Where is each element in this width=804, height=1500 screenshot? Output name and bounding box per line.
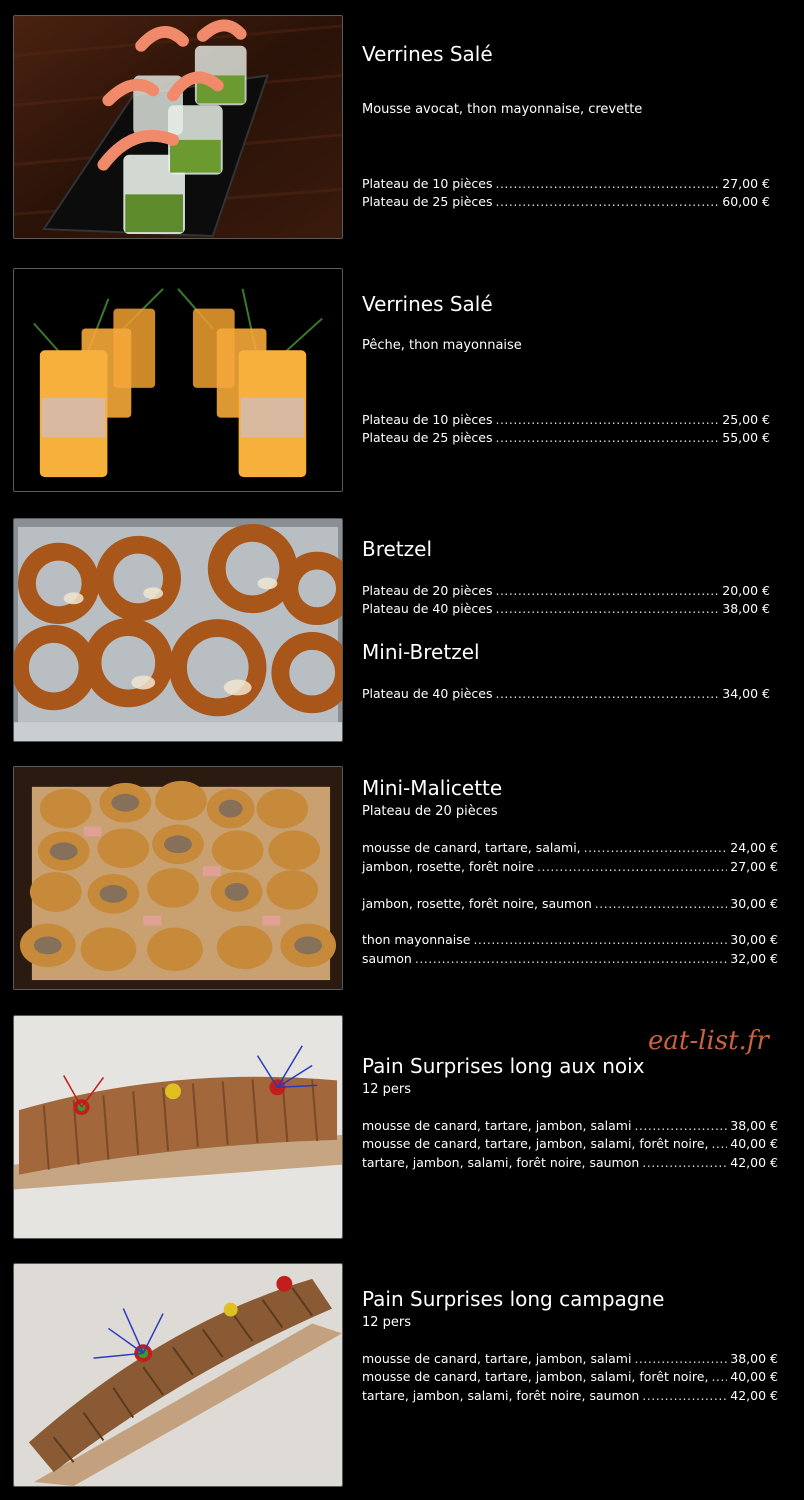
item-description: Plateau de 20 pièces bbox=[362, 804, 498, 819]
price-row-value: 40,00 € bbox=[730, 1369, 778, 1384]
price-row bbox=[362, 839, 778, 857]
verrines-peach-photo bbox=[13, 268, 343, 492]
price-row bbox=[362, 582, 770, 600]
price-row-value: 32,00 € bbox=[730, 951, 778, 966]
price-row-value: 34,00 € bbox=[722, 686, 770, 701]
price-row-label: Plateau de 40 pièces bbox=[362, 686, 493, 701]
price-row bbox=[362, 950, 778, 968]
leader-dots bbox=[495, 582, 719, 600]
price-row bbox=[362, 858, 778, 876]
item-title: Verrines Salé bbox=[362, 42, 493, 66]
price-row bbox=[362, 1117, 778, 1135]
leader-dots bbox=[537, 858, 727, 876]
price-row bbox=[362, 193, 770, 211]
price-row bbox=[362, 931, 778, 949]
item-description: 12 pers bbox=[362, 1315, 412, 1330]
leader-dots bbox=[495, 193, 719, 211]
price-row-value: 30,00 € bbox=[730, 896, 778, 911]
verrines-shrimp-photo bbox=[13, 15, 343, 239]
price-row bbox=[362, 429, 770, 447]
price-row-label: mousse de canard, tartare, jambon, salami, forêt noire, bbox=[362, 1136, 709, 1151]
price-row-label: mousse de canard, tartare, jambon, salami bbox=[362, 1118, 632, 1133]
price-row-value: 27,00 € bbox=[722, 176, 770, 191]
leader-dots bbox=[642, 1154, 727, 1172]
price-row-label: mousse de canard, tartare, salami, bbox=[362, 840, 581, 855]
price-row-value: 38,00 € bbox=[730, 1351, 778, 1366]
item-description: Mousse avocat, thon mayonnaise, crevette bbox=[362, 102, 643, 117]
price-row-label: Plateau de 10 pièces bbox=[362, 176, 493, 191]
price-row-value: 27,00 € bbox=[730, 859, 778, 874]
price-row bbox=[362, 1387, 778, 1405]
item-title: Mini-Malicette bbox=[362, 776, 503, 800]
leader-dots bbox=[634, 1350, 727, 1368]
item-description: 12 pers bbox=[362, 1082, 412, 1097]
price-row-value: 38,00 € bbox=[722, 601, 770, 616]
price-row-label: mousse de canard, tartare, jambon, salami, forêt noire, bbox=[362, 1369, 709, 1384]
price-row-value: 42,00 € bbox=[730, 1155, 778, 1170]
price-row-value: 38,00 € bbox=[730, 1118, 778, 1133]
leader-dots bbox=[495, 175, 719, 193]
leader-dots bbox=[584, 839, 728, 857]
price-row-value: 60,00 € bbox=[722, 194, 770, 209]
leader-dots bbox=[473, 931, 727, 949]
price-row bbox=[362, 600, 770, 618]
price-row-value: 42,00 € bbox=[730, 1388, 778, 1403]
leader-dots bbox=[642, 1387, 727, 1405]
item-title: Bretzel bbox=[362, 537, 433, 561]
price-row-label: tartare, jambon, salami, forêt noire, saumon bbox=[362, 1155, 640, 1170]
leader-dots bbox=[495, 685, 719, 703]
leader-dots bbox=[495, 600, 719, 618]
item-description: Pêche, thon mayonnaise bbox=[362, 338, 522, 353]
bretzel-photo bbox=[13, 518, 343, 742]
price-row bbox=[362, 685, 770, 703]
price-row-value: 25,00 € bbox=[722, 412, 770, 427]
price-row-value: 55,00 € bbox=[722, 430, 770, 445]
price-row bbox=[362, 1135, 778, 1153]
leader-dots bbox=[595, 895, 728, 913]
price-row-label: thon mayonnaise bbox=[362, 932, 471, 947]
price-row bbox=[362, 175, 770, 193]
item-subtitle: Mini-Bretzel bbox=[362, 640, 480, 664]
price-row-label: Plateau de 10 pièces bbox=[362, 412, 493, 427]
leader-dots bbox=[711, 1368, 727, 1386]
pain-surprise-campagne-photo bbox=[13, 1263, 343, 1487]
price-row-label: Plateau de 40 pièces bbox=[362, 601, 493, 616]
price-row-label: jambon, rosette, forêt noire bbox=[362, 859, 534, 874]
price-row-label: tartare, jambon, salami, forêt noire, saumon bbox=[362, 1388, 640, 1403]
pain-surprise-noix-photo bbox=[13, 1015, 343, 1239]
leader-dots bbox=[415, 950, 727, 968]
price-row bbox=[362, 895, 778, 913]
leader-dots bbox=[634, 1117, 727, 1135]
price-row-label: Plateau de 25 pièces bbox=[362, 194, 493, 209]
item-title: Verrines Salé bbox=[362, 292, 493, 316]
price-row-label: mousse de canard, tartare, jambon, salami bbox=[362, 1351, 632, 1366]
price-row-label: saumon bbox=[362, 951, 412, 966]
watermark-text: eat-list.fr bbox=[648, 1026, 769, 1056]
price-row bbox=[362, 1350, 778, 1368]
leader-dots bbox=[495, 411, 719, 429]
mini-malicette-photo bbox=[13, 766, 343, 990]
price-row-label: jambon, rosette, forêt noire, saumon bbox=[362, 896, 592, 911]
price-row-value: 40,00 € bbox=[730, 1136, 778, 1151]
price-row bbox=[362, 1368, 778, 1386]
price-row-value: 20,00 € bbox=[722, 583, 770, 598]
item-title: Pain Surprises long campagne bbox=[362, 1287, 665, 1311]
leader-dots bbox=[711, 1135, 727, 1153]
price-row-value: 24,00 € bbox=[730, 840, 778, 855]
price-row-label: Plateau de 20 pièces bbox=[362, 583, 493, 598]
leader-dots bbox=[495, 429, 719, 447]
item-title: Pain Surprises long aux noix bbox=[362, 1054, 645, 1078]
price-row-label: Plateau de 25 pièces bbox=[362, 430, 493, 445]
price-row bbox=[362, 411, 770, 429]
price-row bbox=[362, 1154, 778, 1172]
price-row-value: 30,00 € bbox=[730, 932, 778, 947]
